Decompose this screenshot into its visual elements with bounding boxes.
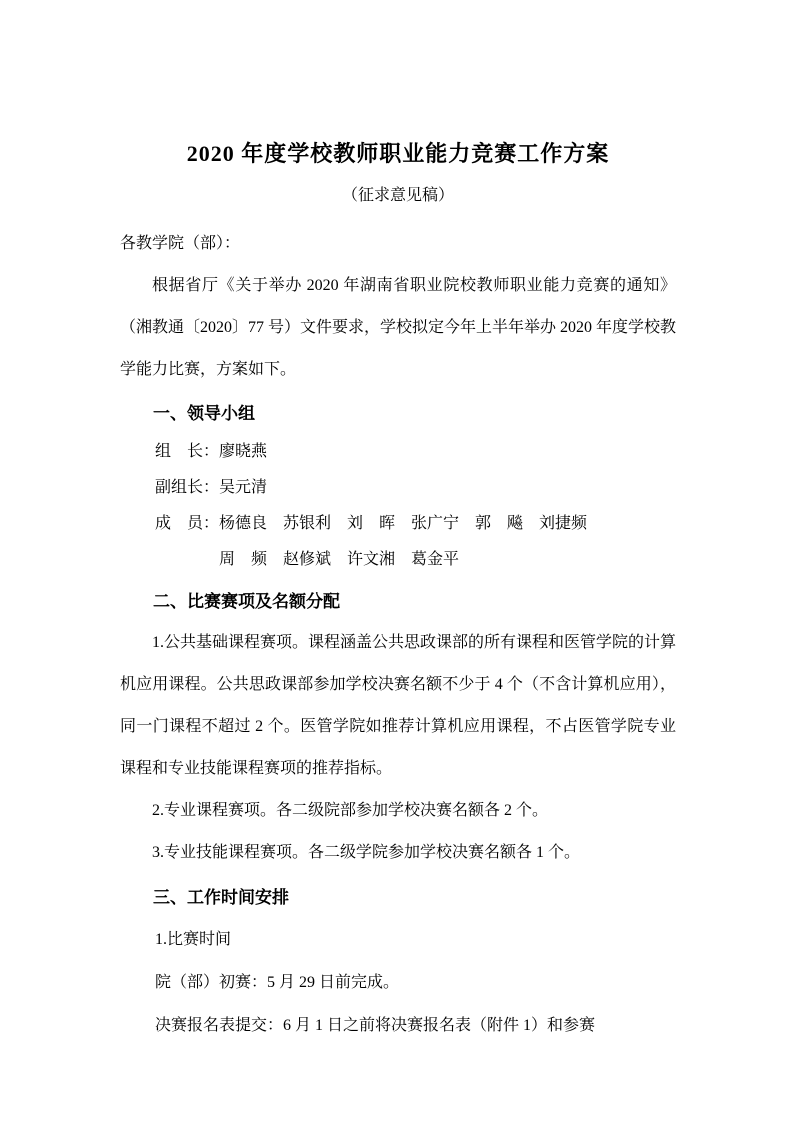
document-title: 2020 年度学校教师职业能力竞赛工作方案: [186, 141, 610, 166]
document-subtitle: （征求意见稿）: [341, 187, 454, 204]
salutation-line: 各教学院（部）：: [120, 235, 241, 252]
allocation-item-1: 1.公共基础课程赛项。课程涵盖公共思政课部的所有课程和医管学院的计算机应用课程。公共思政课部参加学校决赛名额不少于 4 个（不含计算机应用），同一门课程不超过 2 个。医管学院如推荐计算机应用课程，不占医管学院专业课程和专业技能课程赛项的推荐指标。: [120, 634, 677, 777]
members-row: [120, 506, 676, 578]
leader-row: [120, 434, 676, 470]
deputy-leader-label: 副组长：: [155, 479, 220, 496]
allocation-item-2: 2.专业课程赛项。各二级院部参加学校决赛名额各 2 个。: [152, 802, 549, 819]
section-heading-leadership: 一、领导小组: [153, 404, 255, 423]
schedule-line-competition-time: 1.比赛时间: [155, 931, 232, 948]
deputy-leader-name: 吴元清: [219, 479, 268, 496]
leader-name: 廖晓燕: [219, 443, 268, 460]
section-heading-schedule: 三、工作时间安排: [153, 888, 289, 907]
schedule-line-registration: 决赛报名表提交：6 月 1 日之前将决赛报名表（附件 1）和参赛: [155, 1017, 596, 1034]
members-line-2: 周 频 赵修斌 许文湘 葛金平: [219, 551, 460, 568]
section-heading-allocation: 二、比赛赛项及名额分配: [153, 592, 340, 611]
deputy-leader-row: [120, 470, 676, 506]
allocation-item-3: 3.专业技能课程赛项。各二级学院参加学校决赛名额各 1 个。: [152, 844, 581, 861]
members-list: [219, 506, 587, 578]
intro-paragraph: 根据省厅《关于举办 2020 年湖南省职业院校教师职业能力竞赛的通知》（湘教通〔2020〕77 号）文件要求，学校拟定今年上半年举办 2020 年度学校教学能力比赛，方案如下。: [120, 277, 677, 378]
schedule-line-preliminary: 院（部）初赛：5 月 29 日前完成。: [155, 974, 400, 991]
leader-label: 组 长：: [155, 443, 220, 460]
members-label: 成 员：: [155, 515, 220, 532]
members-line-1: 杨德良 苏银利 刘 晖 张广宁 郭 飚 刘捷频: [219, 515, 588, 532]
